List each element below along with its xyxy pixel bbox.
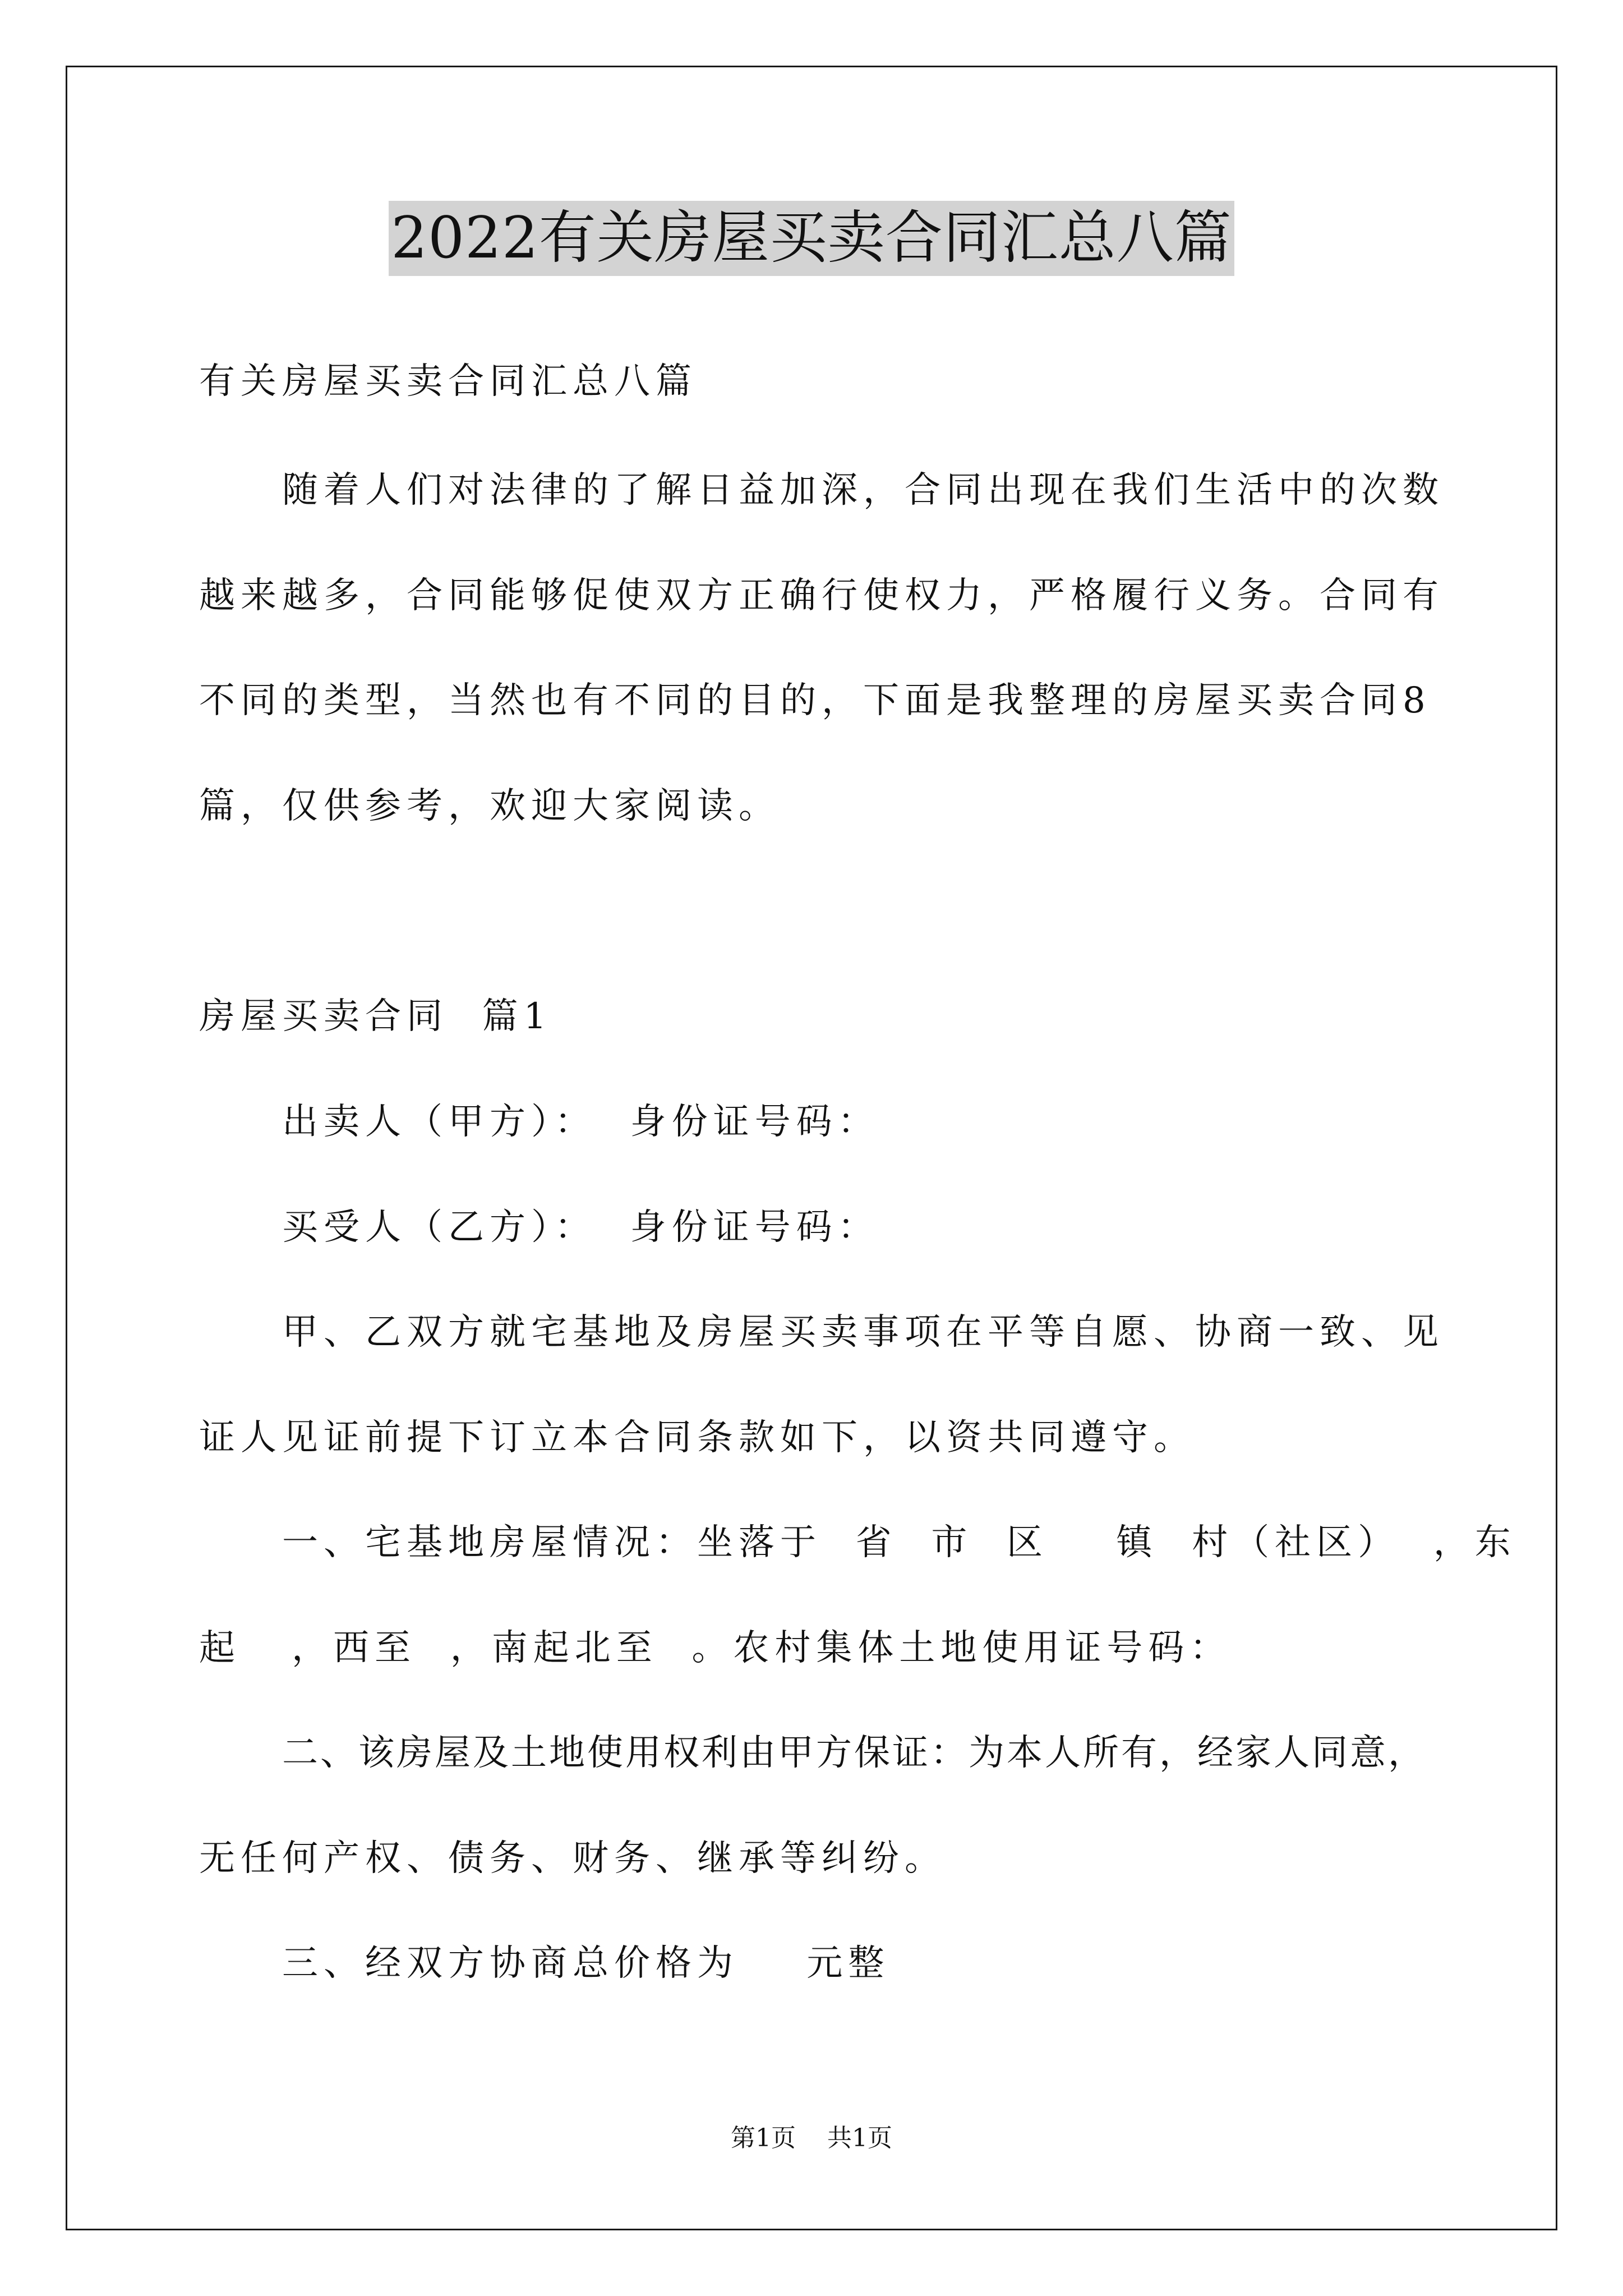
clause-1-line-2: 起 ，西至 ，南起北至 。农村集体土地使用证号码： [199,1627,1232,1669]
title-container [0,201,1623,276]
intro-line-3: 不同的类型，当然也有不同的目的，下面是我整理的房屋买卖合同8 [199,680,1431,721]
preamble-line-2: 证人见证前提下订立本合同条款如下，以资共同遵守。 [199,1417,1195,1458]
clause-2-line-2: 无任何产权、债务、财务、继承等纠纷。 [199,1838,946,1879]
clause-3-line: 三、经双方协商总价格为 元整 [282,1943,890,1984]
page-footer: 第1页 共1页 [731,2124,892,2152]
document-subtitle: 有关房屋买卖合同汇总八篇 [199,361,697,402]
document-title: 2022有关房屋买卖合同汇总八篇 [389,201,1234,276]
intro-line-2: 越来越多，合同能够促使双方正确行使权力，严格履行义务。合同有 [199,575,1444,616]
clause-2-line-1: 二、该房屋及土地使用权利由甲方保证：为本人所有，经家人同意， [282,1732,1426,1774]
intro-line-1: 随着人们对法律的了解日益加深，合同出现在我们生活中的次数 [282,470,1444,511]
clause-1-line-1: 一、宅基地房屋情况：坐落于 省 市 区 镇 村（社区） ，东 [282,1522,1516,1563]
preamble-line-1: 甲、乙双方就宅基地及房屋买卖事项在平等自愿、协商一致、见 [282,1312,1444,1353]
seller-line: 出卖人（甲方）： 身份证号码： [282,1101,879,1143]
section-heading: 房屋买卖合同 篇1 [199,996,552,1037]
intro-line-4: 篇，仅供参考，欢迎大家阅读。 [199,785,780,827]
buyer-line: 买受人（乙方）： 身份证号码： [282,1207,879,1248]
